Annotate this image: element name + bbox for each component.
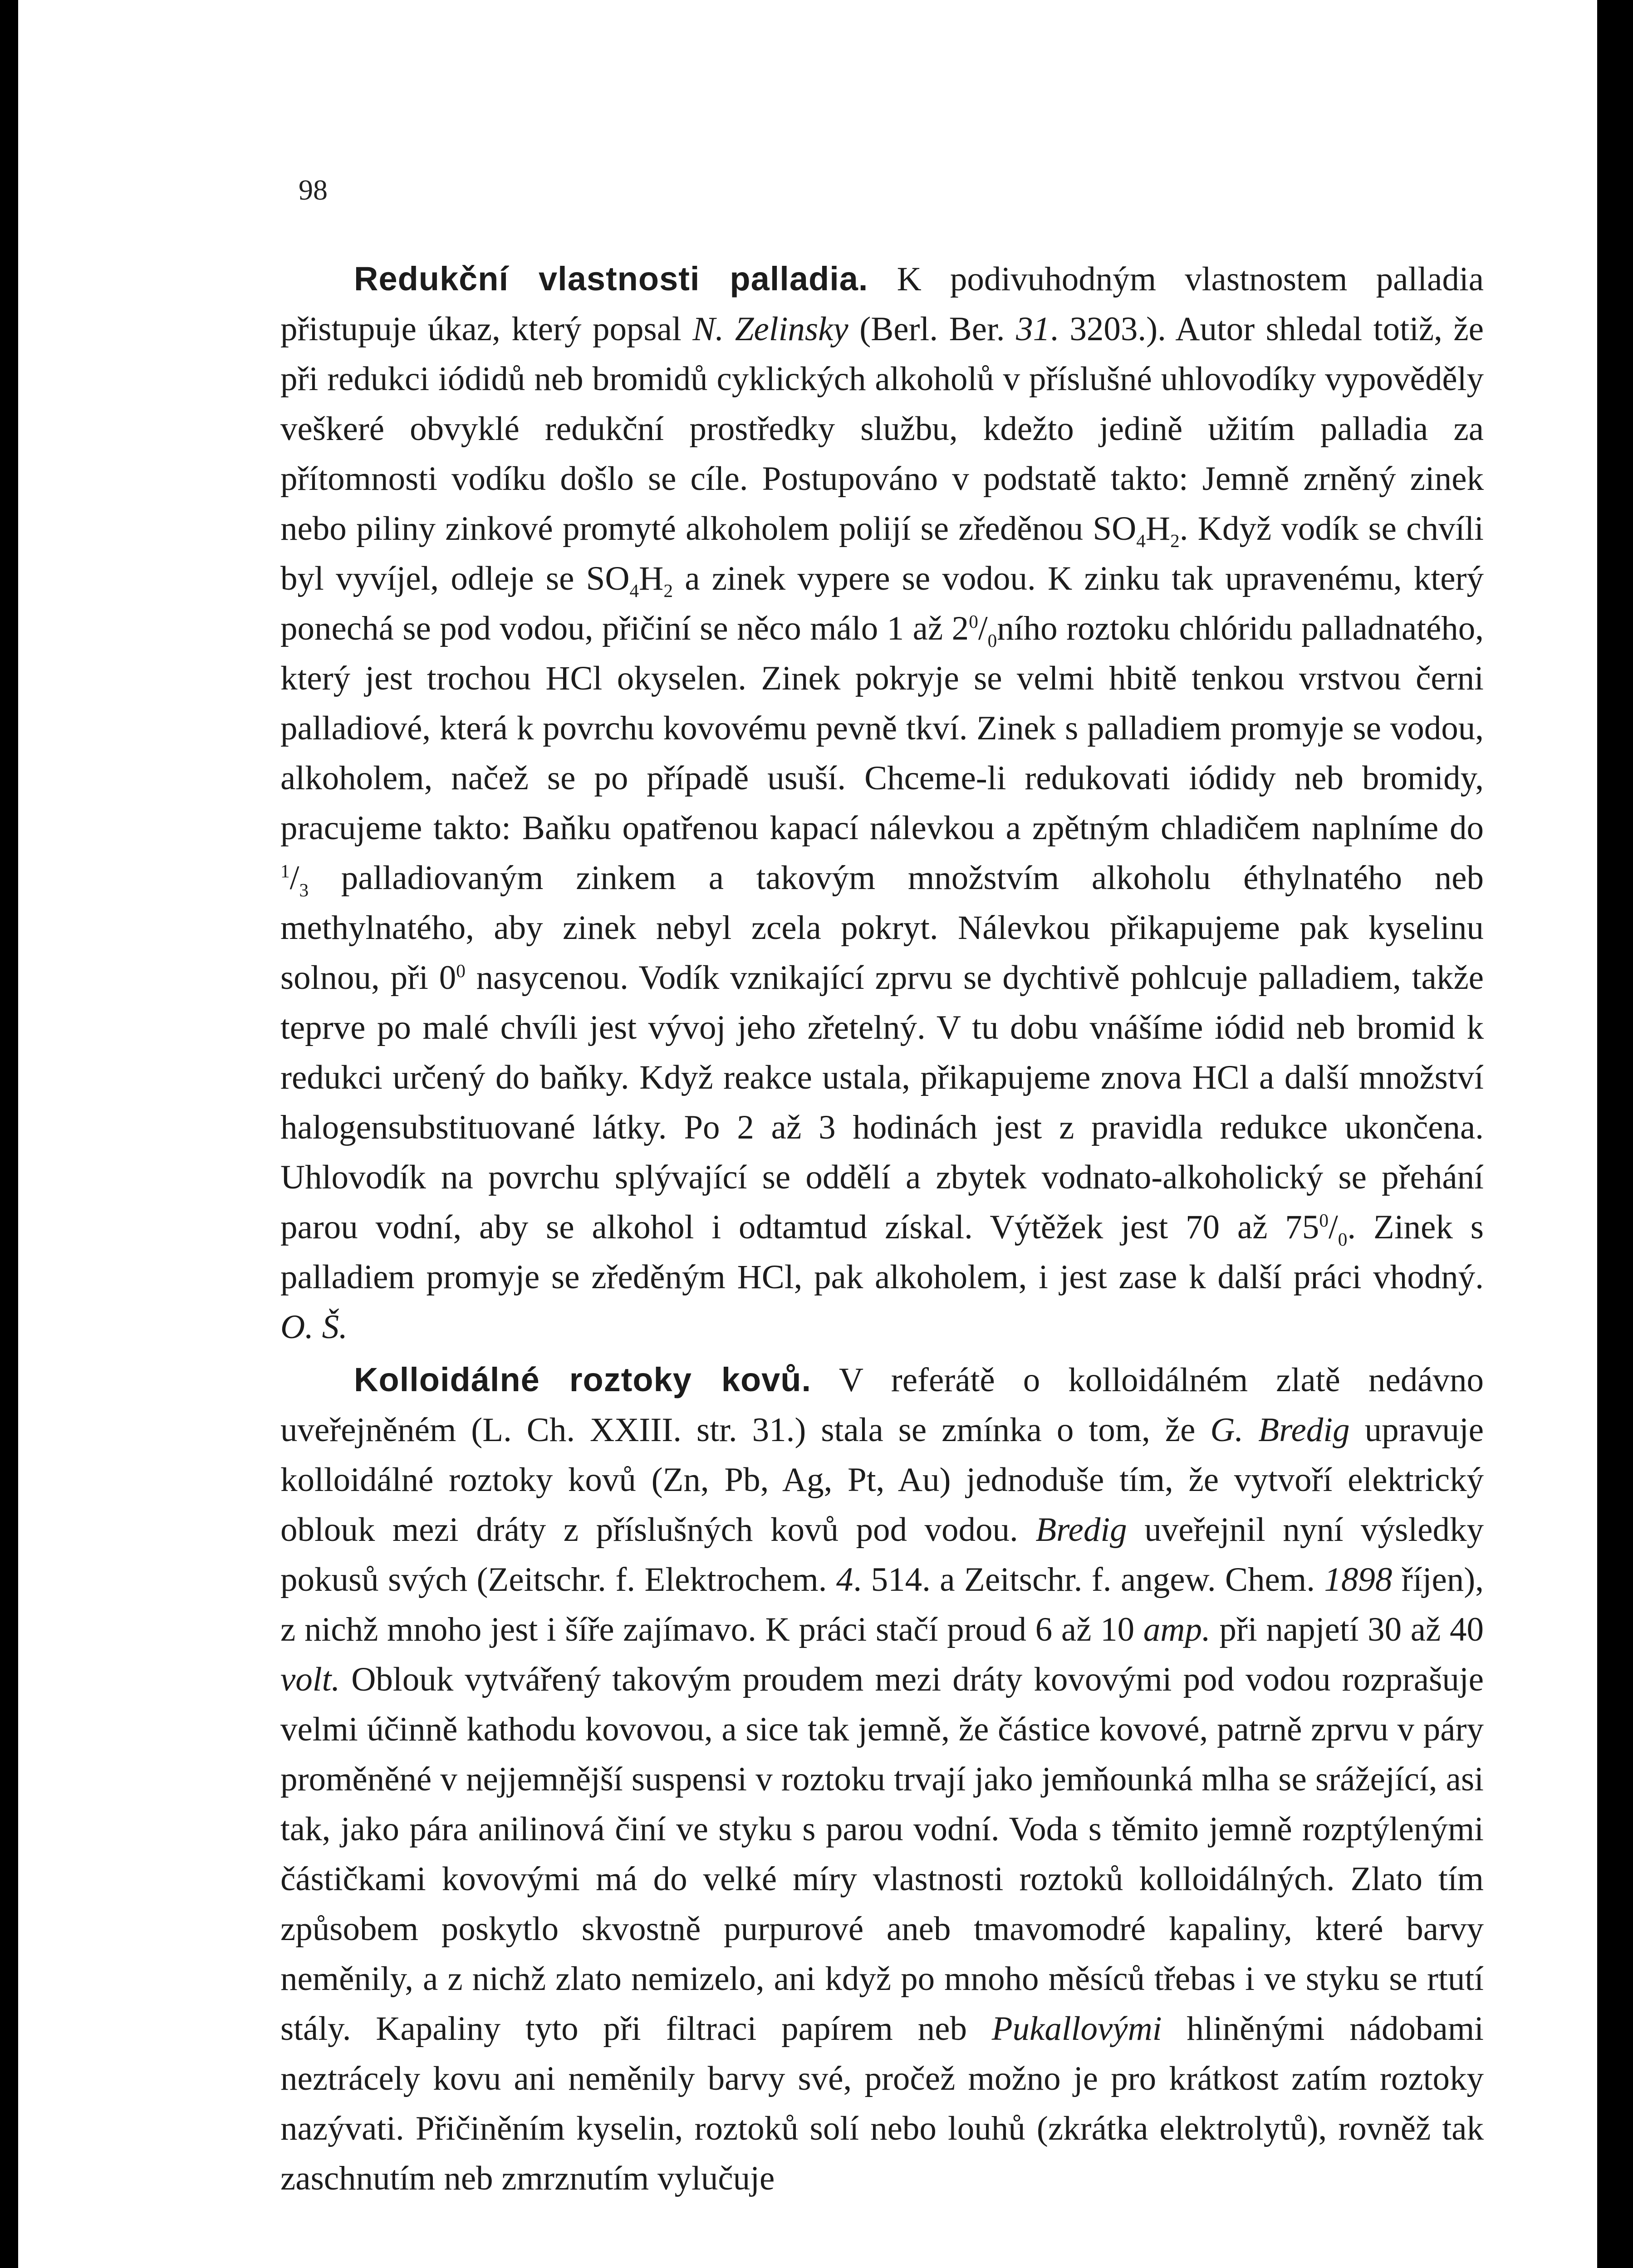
page-number: 98: [299, 174, 328, 206]
article-heading: Kolloidálné roztoky kovů.: [354, 1361, 812, 1398]
author-name: Bredig: [1035, 1511, 1127, 1549]
year: 1898: [1324, 1561, 1393, 1598]
author-name: G. Bredig: [1210, 1411, 1350, 1449]
author-reference: N. Zelinsky: [692, 310, 848, 348]
unit-volt: volt.: [280, 1661, 340, 1698]
volume-number: 31: [1016, 310, 1050, 348]
volume-number: 4: [836, 1561, 853, 1598]
article-heading: Redukční vlastnosti palladia.: [354, 260, 868, 298]
author-signature: O. Š.: [280, 1308, 348, 1346]
text-column: [280, 254, 1484, 2204]
article-colloidal: Kolloidálné roztoky kovů. V referátě o kolloidálném zlatě nedávno uveřejněném (L. Ch. XXIII. str. 31.) stala se zmínka o tom, že G. Bredig upravuje kolloidálné roztoky kovů (Zn, Pb, Ag, Pt, Au) jednoduše tím, že vytvoří elektrický oblouk mezi dráty z příslušných kovů pod vodou. Bredig uveřejnil nyní výsledky pokusů svých (Zeitschr. f. Elektrochem. 4. 514. a Zeitschr. f. angew. Chem. 1898 říjen), z nichž mnoho jest i šíře zajímavo. K práci stačí proud 6 až 10 amp. při napjetí 30 až 40 volt. Oblouk vytvářený takovým proudem mezi dráty kovovými pod vodou rozprašuje velmi účinně kathodu kovovou, a sice tak jemně, že částice kovové, patrně zprvu v páry proměněné v nejjemnější suspensi v roztoku trvají jako jemňounká mlha se srážející, asi tak, jako pára anilinová činí ve styku s parou vodní. Voda s těmito jemně rozptýlenými částičkami kovovými má do velké míry vlastnosti roztoků kolloidálných. Zlato tím způsobem poskytlo skvostně purpurové aneb tmavomodré kapaliny, které barvy neměnily, a z nichž zlato nemizelo, ani když po mnoho měsíců třebas i ve styku se rtutí stály. Kapaliny tyto při filtraci papírem neb Pukallovými hliněnými nádobami neztrácely kovu ani neměnily barvy své, pročež možno je pro krátkost zatím roztoky nazývati. Přičiněním kyselin, roztoků solí nebo louhů (zkrátka elektrolytů), rovněž tak zaschnutím neb zmrznutím vylučuje: [280, 1361, 1484, 2197]
pukall-reference: Pukallovými: [991, 2010, 1162, 2048]
unit-ampere: amp.: [1143, 1611, 1211, 1648]
book-page: [18, 0, 1597, 2268]
article-palladium: Redukční vlastnosti palladia. K podivuhodným vlastnostem palladia přistupuje úkaz, který popsal N. Zelinsky (Berl. Ber. 31. 3203.). Autor shledal totiž, že při redukci iódidů neb bromidů cyklických alkoholů v příslušné uhlovodíky vypověděly veškeré obvyklé redukční prostředky službu, kdežto jedině užitím palladia za přítomnosti vodíku došlo se cíle. Postupováno v podstatě takto: Jemně zrněný zinek nebo piliny zinkové promyté alkoholem polijí se zředěnou $SO_4H_2$. Když vodík se chvíli byl vyvíjel, odleje se $SO_4H_2$ a zinek vypere se vodou. K zinku tak upravenému, který ponechá se pod vodou, přičiní se něco málo 1 až $2^0/_0ního$ roztoku chlóridu palladnatého, který jest trochou HCl okyselen. Zinek pokryje se velmi hbitě tenkou vrstvou černi palladiové, která k povrchu kovovému pevně tkví. Zinek s palladiem promyje se vodou, alkoholem, načež se po případě usuší. Chceme-li redukovati iódidy neb bromidy, pracujeme takto: Baňku opatřenou kapací nálevkou a zpětným chladičem naplníme do $^1/_3$ palladiovaným zinkem a takovým množstvím alkoholu éthylnatého neb methylnatého, aby zinek nebyl zcela pokryt. Nálevkou přikapujeme pak kyselinu solnou, při $0^0$ nasycenou. Vodík vznikající zprvu se dychtivě pohlcuje palladiem, takže teprve po malé chvíli jest vývoj jeho zřetelný. V tu dobu vnášíme iódid neb bromid k redukci určený do baňky. Když reakce ustala, přikapujeme znova HCl a další množství halogensubstituované látky. Po 2 až 3 hodinách jest z pravidla redukce ukončena. Uhlovodík na povrchu splývající se oddělí a zbytek vodnato-alkoholický se přehání parou vodní, aby se alkohol i odtamtud získal. Výtěžek jest 70 až $75^0/_0$. Zinek s palladiem promyje se zředěným HCl, pak alkoholem, i jest zase k další práci vhodný. O. Š.: [280, 260, 1484, 1346]
